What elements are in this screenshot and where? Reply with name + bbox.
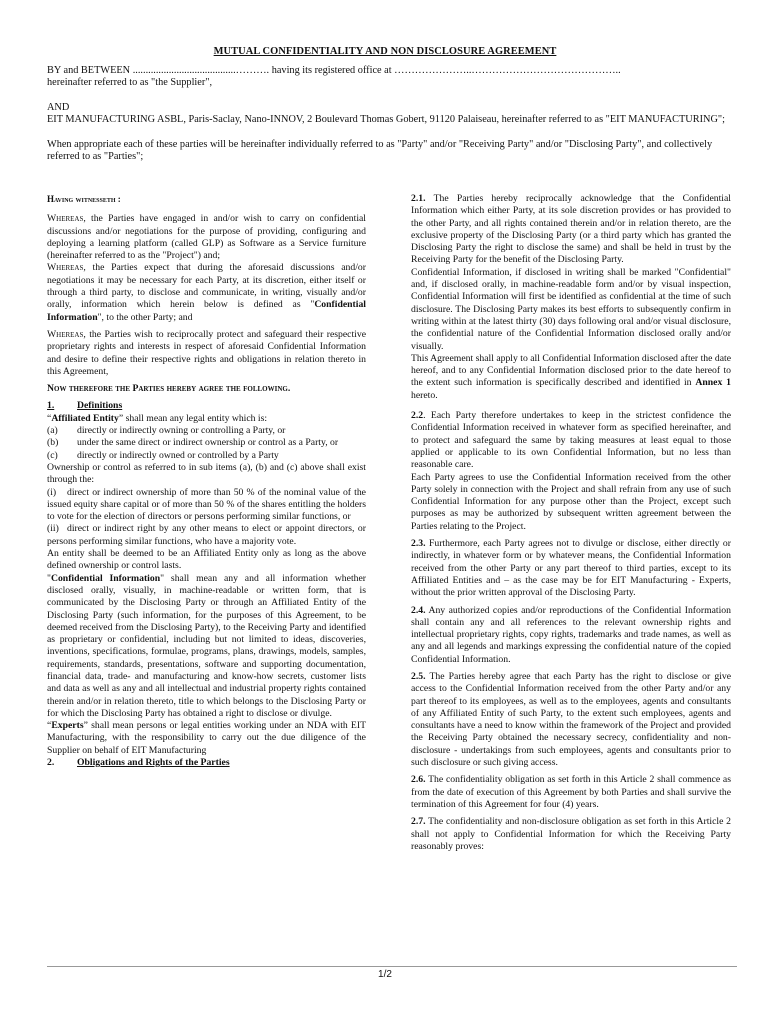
clause-2-2-use: Each Party agrees to use the Confidential Information received from the other Party solely in connection with the Project and shall refrain from any use of such Confidential Information for any purpose other than the Project, except such purposes as may be authorized by subsequent written agreement between the Parties relating to the Project. — [411, 471, 731, 532]
whereas-lead: Whereas — [47, 262, 84, 274]
item-ii: (ii) direct or indirect right by any other means to elect or appoint directors, or persons performing similar functions, who have a majority vote. — [47, 523, 366, 547]
clause-2-7: 2.7. The confidentiality and non-disclosure obligation as set forth in this Article 2 shall not apply to Confidential Information for which the Receiving Party reasonably proves: — [411, 816, 731, 852]
header-parties — [47, 65, 737, 163]
item-c: (c) directly or indirectly owned or controlled by a Party — [47, 449, 279, 461]
whereas-1: Whereas, the Parties have engaged in and/or wish to carry on confidential discussions and/or negotiations for the purpose of providing, configuring and deploying a learning platform (called GLP) as Software as a Service furniture (hereinafter referred to as the "Project") and; — [47, 213, 366, 262]
left-column — [47, 193, 366, 769]
clause-2-1-marking: Confidential Information, if disclosed in writing shall be marked "Confidential" and, if disclosed orally, in machine-readable form and/or by visual inspection, Confidential Information will first be identified as confidential at the time of such disclosure. The Disclosing Party makes its best efforts to subsequently confirm in writing within at the latest thirty (30) days following oral and/or visual disclosure, the confidential nature of the Confidential Information disclosed orally and/or visually. — [411, 266, 731, 352]
clause-2-2: 2.2. Each Party therefore undertakes to keep in the strictest confidence the Confidential Information received in whatever form as specified hereinafter, and to protect and safeguard the same by taking measures at least equal to those applied or applicable to its own Confidential Information, but no less than reasonable care. — [411, 410, 731, 471]
page-number: 1/2 — [378, 969, 392, 980]
document-title: MUTUAL CONFIDENTIALITY AND NON DISCLOSURE AGREEMENT — [213, 46, 557, 57]
eit-manufacturing-line: EIT MANUFACTURING ASBL, Paris-Saclay, Nano-INNOV, 2 Boulevard Thomas Gobert, 91120 Palaiseau, hereinafter referred to as "EIT MANUFACTURING"; — [47, 114, 725, 126]
whereas-lead: Whereas — [47, 328, 84, 340]
footer-divider — [47, 966, 737, 967]
now-therefore: Now therefore the Parties hereby agree the following. — [47, 383, 291, 395]
item-i: (i) direct or indirect ownership of more than 50 % of the nominal value of the issued equity share capital or of more than 50 % of the shares entitling the holders to vote for the election of directors or persons performing similar functions, or — [47, 486, 366, 523]
clause-2-1-scope: This Agreement shall apply to all Confidential Information disclosed after the date hereof, and to any Confidential Information disclosed prior to the date hereof to the extent such information is specifically described and identified in Annex 1 hereto. — [411, 352, 732, 401]
ownership-text: Ownership or control as referred to in sub items (a), (b) and (c) above shall exist through the: — [47, 461, 366, 486]
clause-2-4: 2.4. Any authorized copies and/or reproductions of the Confidential Information shall contain any and all references to the relevant ownership rights and intellectual proprietary rights, copy rights, trademarks and trade names, as well as any and all legends and markings expressing the confidential nature of the copied Confidential Information. — [411, 604, 731, 665]
parties-definition: When appropriate each of these parties will be hereinafter individually referred to as "Party" and/or "Receiving Party" and/or "Disclosing Party", and collectively referred to as "Parties"; — [47, 138, 713, 163]
clause-2-6: 2.6. The confidentiality obligation as set forth in this Article 2 shall commence as from the date of execution of this Agreement by both Parties and shall survive the termination of this Agreement for four (4) years. — [411, 774, 731, 810]
witnesseth-heading: Having witnesseth : — [47, 194, 121, 204]
section-2-heading: 2. Obligations and Rights of the Parties — [47, 757, 230, 769]
whereas-lead: Whereas — [47, 213, 84, 225]
clause-2-5: 2.5. The Parties hereby agree that each Party has the right to disclose or give access to the Confidential Information received from the other Party and/or any part thereof to its employees, as well as to the employees, agents and consultants of any Affiliated Entity of such Party, to the extent such employees, agents and consultants have a need to know within the framework of the Project and provided the Receiving Party obtained the necessary secrecy, confidentiality and non-disclosure - undertakings from such employees, agents and consultants prior to such disclosure or such giving access. — [411, 670, 731, 769]
clause-2-1: 2.1. The Parties hereby reciprocally acknowledge that the Confidential Information which either Party, at its sole discretion provides or has provided to the other Party, and all rights contained therein and/or in relation thereto, are the exclusive property of the Disclosing Party (or a third party which has granted the Disclosing Party the right to disclose the same) and shall be held in trust by the Receiving Party for the benefit of the Disclosing Party. — [411, 193, 731, 266]
whereas-3: Whereas, the Parties wish to reciprocally protect and safeguard their respective proprietary rights and interests in respect of aforesaid Confidential Information and desire to define their respective rights and obligations in relation thereto in this Agreement, — [47, 328, 366, 377]
experts-definition: “Experts” shall mean persons or legal entities working under an NDA with EIT Manufacturing, with the responsibility to carry out the due diligence of the Supplier on behalf of EIT Manufacturing — [47, 720, 366, 756]
supplier-reference: hereinafter referred to as "the Supplier", — [47, 77, 213, 89]
confidential-information-definition: "Confidential Information" shall mean any and all information whether disclosed orally, visually, in machine-readable or written form, that is communicated by the Disclosing Party or through an Affiliated Entity of the Disclosing Party (such information, for the purposes of this Agreement, to be deemed received from the Disclosing Party), to the Receiving Party and identified as proprietary or confidential, including but not limited to ideas, discoveries, inventions, specifications, formulae, programs, plans, drawings, models, samples, requirements, standards, presentations, software and supporting documentation, financial data, trade- and manufacturing and know-how secrets, customer lists and data as well as any and all intellectual and industrial property rights contained therein and/or in relation thereto, title to which belongs to the Disclosing Party or for which the Disclosing Party has obtained a right to disclose or divulge. — [47, 572, 367, 719]
section-1-heading: 1. Definitions — [47, 400, 123, 412]
item-a: (a) directly or indirectly owning or controlling a Party, or — [47, 425, 286, 437]
by-between-line: BY and BETWEEN ........................................………. having its registered office at …………………..…………………………………….. — [47, 65, 621, 76]
and-line: AND — [47, 101, 70, 113]
affiliated-entity-definition: “Affiliated Entity” shall mean any legal entity which is: — [47, 412, 268, 424]
entity-text: An entity shall be deemed to be an Affiliated Entity only as long as the above defined ownership or control lasts. — [47, 548, 366, 572]
clause-2-3: 2.3. Furthermore, each Party agrees not to divulge or disclose, either directly or indirectly, in whatever form or by whatever means, the Confidential Information received from the other Party or any part thereof to third parties, except to its Affiliated Entities and – as the case may be for EIT Manufacturing - Experts, without the prior written approval of the Disclosing Party. — [411, 538, 731, 599]
item-b: (b) under the same direct or indirect ownership or control as a Party, or — [47, 437, 339, 449]
whereas-2: Whereas, the Parties expect that during the aforesaid discussions and/or negotiations it may be necessary for each Party, at its discretion, either itself or through a third party, to disclose and communicate, in writing, visually and/or orally, information which herein below is defined as "Confidential Information", to the other Party; and — [47, 262, 366, 323]
right-column — [411, 193, 731, 853]
